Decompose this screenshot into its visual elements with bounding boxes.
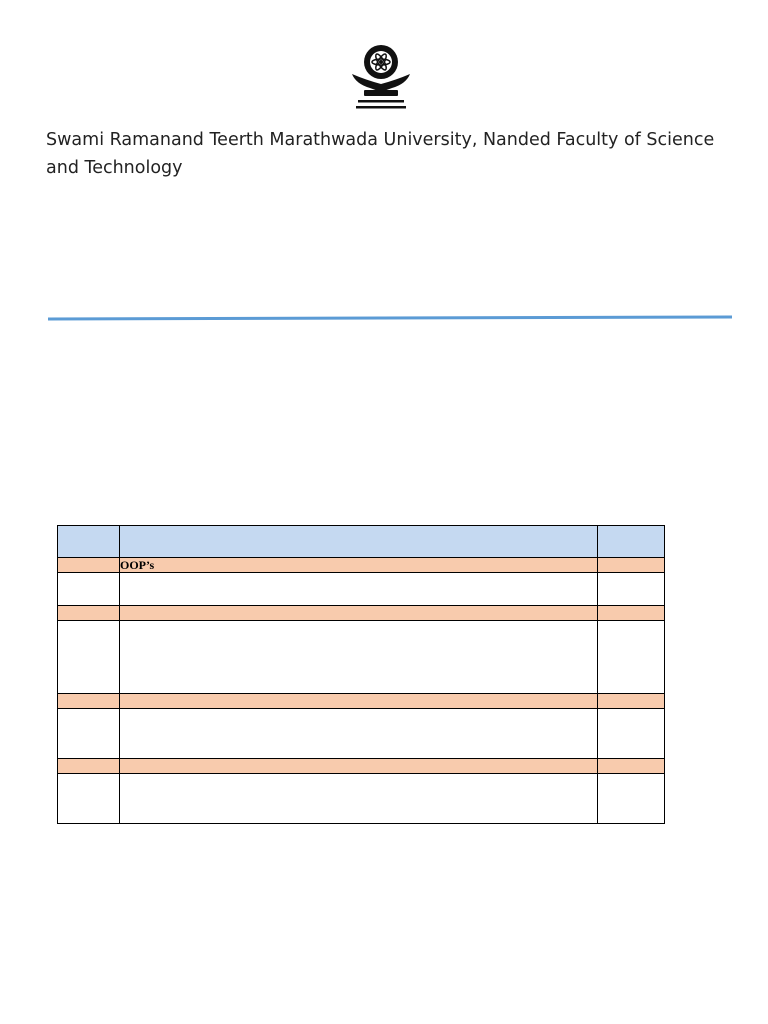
table-band-row: [58, 606, 665, 621]
table-cell: [120, 709, 598, 759]
table-row: [58, 573, 665, 606]
table-header-row: [58, 526, 665, 558]
table-band-row: [58, 558, 665, 573]
table-cell: [58, 573, 120, 606]
table-cell: [598, 558, 665, 573]
table-cell: [120, 774, 598, 824]
table-cell: [598, 526, 665, 558]
table-cell: [120, 606, 598, 621]
divider-line: [48, 314, 732, 322]
table-cell: [58, 694, 120, 709]
university-emblem-logo: [348, 40, 414, 114]
table-cell: [598, 606, 665, 621]
table-cell: [598, 573, 665, 606]
table-cell: [58, 558, 120, 573]
table-cell: [598, 694, 665, 709]
table-cell: [120, 694, 598, 709]
table-row: [58, 621, 665, 694]
table-cell: [120, 621, 598, 694]
table-cell: [598, 709, 665, 759]
table-cell: [58, 774, 120, 824]
table-cell: [598, 759, 665, 774]
table-band-row: [58, 759, 665, 774]
university-title: Swami Ramanand Teerth Marathwada University, Nanded Faculty of Science and Technology: [46, 130, 715, 178]
table-cell: [58, 621, 120, 694]
table-cell: [120, 759, 598, 774]
table-cell: [598, 621, 665, 694]
table-cell: [58, 606, 120, 621]
table-row: [58, 774, 665, 824]
table-cell: [120, 573, 598, 606]
table-cell: [120, 526, 598, 558]
content-table: [57, 525, 665, 824]
table-band-row: [58, 694, 665, 709]
table-cell: [58, 709, 120, 759]
table-row: [58, 709, 665, 759]
table-cell: [58, 526, 120, 558]
table-cell: [58, 759, 120, 774]
table-cell-title: OOP’s: [120, 558, 598, 573]
table-cell: [598, 774, 665, 824]
